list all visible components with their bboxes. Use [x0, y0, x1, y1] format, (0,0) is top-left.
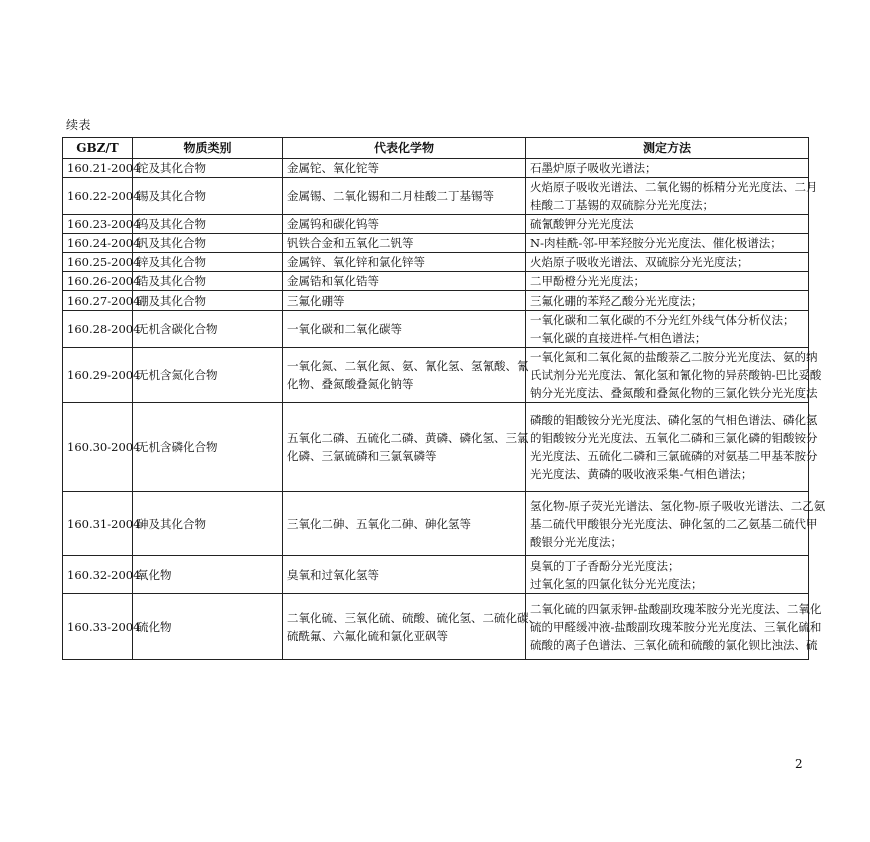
- chemicals-line: 一氧化氮、二氧化氮、氨、氰化氢、氢氰酸、氰: [287, 359, 529, 373]
- table-row: [63, 234, 809, 253]
- method-line: 光光度法、五硫化二磷和三氯硫磷的对氨基二甲基苯胺分: [530, 449, 818, 463]
- table-row: [63, 594, 809, 660]
- method-line: N-肉桂酰-邻-甲苯羟胺分光光度法、催化极谱法；: [530, 236, 782, 250]
- table-caption: 续表: [66, 118, 92, 132]
- cell-standard-code: 160.30-2004: [63, 403, 133, 492]
- cell-standard-code: 160.21-2004: [63, 159, 133, 178]
- cell-substance-category: 锌及其化合物: [133, 253, 283, 272]
- cell-standard-code: 160.23-2004: [63, 215, 133, 234]
- cell-standard-code: 160.32-2004: [63, 556, 133, 594]
- cell-substance-category: 氧化物: [133, 556, 283, 594]
- cell-standard-code: 160.31-2004: [63, 492, 133, 556]
- cell-standard-code: 160.27-2004: [63, 291, 133, 311]
- cell-determination-method: [526, 253, 809, 272]
- cell-determination-method: [526, 272, 809, 291]
- cell-standard-code: 160.33-2004: [63, 594, 133, 660]
- chemicals-line: 一氧化碳和二氧化碳等: [287, 322, 402, 336]
- method-line: 硫氰酸钾分光光度法: [530, 217, 634, 231]
- cell-determination-method: [526, 215, 809, 234]
- cell-representative-chemicals: [283, 556, 526, 594]
- cell-substance-category: 无机含氮化合物: [133, 348, 283, 403]
- table-row: [63, 403, 809, 492]
- cell-representative-chemicals: [283, 291, 526, 311]
- method-line: 酸银分光光度法；: [530, 534, 622, 549]
- method-line: 火焰原子吸收光谱法、双硫腙分光光度法；: [530, 255, 749, 269]
- cell-standard-code: 160.22-2004: [63, 178, 133, 215]
- method-line: 硫的甲醛缓冲液-盐酸副玫瑰苯胺分光光度法、三氧化硫和: [530, 619, 822, 634]
- cell-determination-method: [526, 311, 809, 348]
- cell-representative-chemicals: [283, 253, 526, 272]
- cell-representative-chemicals: [283, 272, 526, 291]
- method-line: 氢化物-原子荧光光谱法、氢化物-原子吸收光谱法、二乙氨: [530, 498, 826, 513]
- cell-determination-method: [526, 492, 826, 556]
- method-line: 桂酸二丁基锡的双硫腙分光光度法；: [530, 198, 714, 212]
- cell-standard-code: 160.28-2004: [63, 311, 133, 348]
- method-line: 磷酸的钼酸铵分光光度法、磷化氢的气相色谱法、磷化氢: [530, 413, 818, 427]
- cell-representative-chemicals: [283, 348, 529, 403]
- table-row: [63, 159, 809, 178]
- table-row: [63, 253, 809, 272]
- page-number: 2: [795, 757, 803, 771]
- table-body: [63, 159, 826, 660]
- cell-substance-category: 锡及其化合物: [133, 178, 283, 215]
- chemicals-line: 钒铁合金和五氧化二钒等: [287, 236, 414, 250]
- cell-representative-chemicals: [283, 492, 526, 556]
- cell-determination-method: [526, 556, 809, 594]
- cell-representative-chemicals: [283, 159, 526, 178]
- cell-representative-chemicals: [283, 403, 529, 492]
- cell-standard-code: 160.29-2004: [63, 348, 133, 403]
- chemicals-line: 化物、叠氮酸叠氮化钠等: [287, 377, 414, 391]
- table-row: [63, 492, 809, 556]
- method-line: 光光度法、黄磷的吸收液采集-气相色谱法；: [530, 467, 753, 481]
- cell-substance-category: 锆及其化合物: [133, 272, 283, 291]
- cell-substance-category: 砷及其化合物: [133, 492, 283, 556]
- method-line: 钠分光光度法、叠氮酸和叠氮化物的三氯化铁分光光度法: [530, 386, 818, 400]
- header-determination-method: 测定方法: [526, 138, 809, 159]
- header-standard-code: GBZ/T: [63, 138, 133, 159]
- cell-substance-category: 硼及其化合物: [133, 291, 283, 311]
- method-line: 一氧化碳的直接进样-气相色谱法；: [530, 331, 707, 345]
- cell-standard-code: 160.24-2004: [63, 234, 133, 253]
- method-line: 石墨炉原子吸收光谱法；: [530, 161, 657, 175]
- method-line: 氏试剂分光光度法、氰化氢和氰化物的异菸酸钠-巴比妥酸: [530, 368, 822, 382]
- cell-representative-chemicals: [283, 594, 540, 660]
- cell-substance-category: 铊及其化合物: [133, 159, 283, 178]
- method-line: 二甲酚橙分光光度法；: [530, 274, 645, 288]
- cell-representative-chemicals: [283, 234, 526, 253]
- cell-determination-method: [526, 403, 818, 492]
- chemicals-line: 三氟化硼等: [287, 293, 345, 308]
- method-line: 臭氧的丁子香酚分光光度法；: [530, 558, 680, 573]
- table-header-row: [63, 138, 809, 159]
- cell-standard-code: 160.25-2004: [63, 253, 133, 272]
- table-row: [63, 215, 809, 234]
- method-line: 三氟化硼的苯羟乙酸分光光度法；: [530, 293, 703, 308]
- method-line: 硫酸的离子色谱法、三氧化硫和硫酸的氯化钡比浊法、硫: [530, 637, 818, 652]
- cell-determination-method: [526, 291, 809, 311]
- cell-determination-method: [526, 234, 809, 253]
- header-substance-category: 物质类别: [133, 138, 283, 159]
- method-line: 火焰原子吸收光谱法、二氧化锡的栎精分光光度法、二月: [530, 180, 818, 194]
- chemicals-line: 金属钨和碳化钨等: [287, 217, 379, 231]
- chemicals-line: 金属锌、氧化锌和氯化锌等: [287, 255, 425, 269]
- cell-determination-method: [526, 178, 818, 215]
- table-row: [63, 272, 809, 291]
- chemicals-line: 硫酰氟、六氟化硫和氯化亚砜等: [287, 628, 448, 643]
- cell-determination-method: [526, 348, 822, 403]
- cell-representative-chemicals: [283, 311, 526, 348]
- methods-table: [62, 137, 826, 660]
- chemicals-line: 臭氧和过氧化氢等: [287, 567, 379, 582]
- cell-substance-category: 钒及其化合物: [133, 234, 283, 253]
- cell-substance-category: 无机含磷化合物: [133, 403, 283, 492]
- cell-substance-category: 钨及其化合物: [133, 215, 283, 234]
- chemicals-line: 五氧化二磷、五硫化二磷、黄磷、磷化氢、三氯: [287, 431, 529, 445]
- method-line: 二氧化硫的四氯汞钾-盐酸副玫瑰苯胺分光光度法、二氧化: [530, 601, 822, 616]
- cell-standard-code: 160.26-2004: [63, 272, 133, 291]
- method-line: 基二硫代甲酸银分光光度法、砷化氢的二乙氨基二硫代甲: [530, 516, 818, 531]
- header-representative-chemicals: 代表化学物: [283, 138, 526, 159]
- cell-determination-method: [526, 159, 809, 178]
- chemicals-line: 金属铊、氧化铊等: [287, 161, 379, 175]
- table-row: [63, 178, 809, 215]
- table-row: [63, 291, 809, 311]
- cell-determination-method: [526, 594, 822, 660]
- method-line: 一氧化碳和二氧化碳的不分光红外线气体分析仪法；: [530, 313, 795, 327]
- chemicals-line: 化磷、三氯硫磷和三氯氧磷等: [287, 449, 437, 463]
- cell-substance-category: 无机含碳化合物: [133, 311, 283, 348]
- method-line: 过氧化氢的四氯化钛分光光度法；: [530, 576, 703, 591]
- table-row: [63, 556, 809, 594]
- cell-substance-category: 硫化物: [133, 594, 283, 660]
- chemicals-line: 二氧化硫、三氧化硫、硫酸、硫化氢、二硫化碳、: [287, 610, 540, 625]
- cell-representative-chemicals: [283, 215, 526, 234]
- method-line: 一氧化氮和二氧化氮的盐酸萘乙二胺分光光度法、氨的纳: [530, 350, 818, 364]
- chemicals-line: 三氧化二砷、五氧化二砷、砷化氢等: [287, 516, 471, 531]
- chemicals-line: 金属锆和氧化锆等: [287, 274, 379, 288]
- chemicals-line: 金属锡、二氧化锡和二月桂酸二丁基锡等: [287, 189, 494, 203]
- table-row: [63, 311, 809, 348]
- table-row: [63, 348, 809, 403]
- method-line: 的钼酸铵分光光度法、五氧化二磷和三氯化磷的钼酸铵分: [530, 431, 818, 445]
- cell-representative-chemicals: [283, 178, 526, 215]
